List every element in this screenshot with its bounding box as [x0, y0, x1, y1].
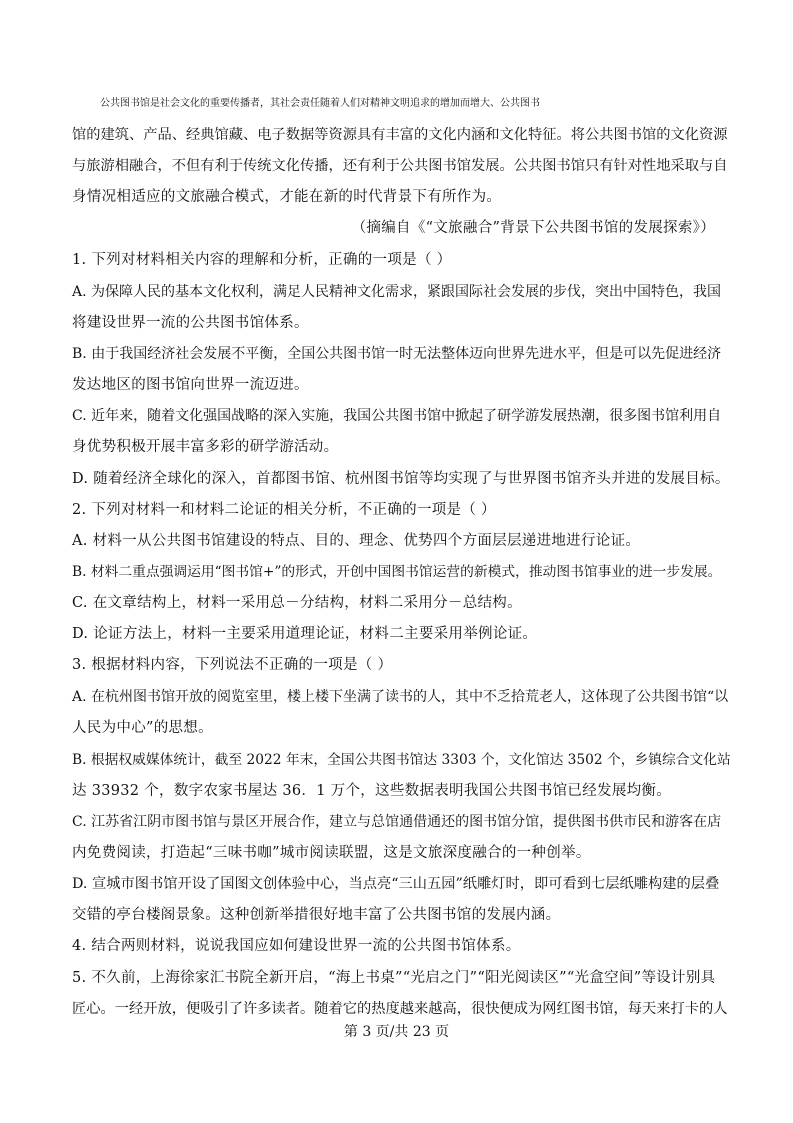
question-5-line: 匠心。一经开放，便吸引了许多读者。随着它的热度越来越高，很快便成为网红图书馆，每天来打卡的人 — [72, 1001, 728, 1017]
passage-line: 与旅游相融合，不但有利于传统文化传播，还有利于公共图书馆发展。公共图书馆只有针对性地采取与自 — [72, 158, 728, 174]
question-1-option-a-cont: 将建设世界一流的公共图书馆体系。 — [72, 315, 309, 331]
question-4-stem: 4. 结合两则材料，说说我国应如何建设世界一流的公共图书馆体系。 — [72, 938, 521, 954]
question-3-option-a-cont: 人民为中心”的思想。 — [72, 720, 213, 736]
question-1-option-c: C. 近年来，随着文化强国战略的深入实施，我国公共图书馆中掀起了研学游发展热潮，很多图书馆利用自 — [72, 408, 722, 424]
question-3-option-d-cont: 交错的亭台楼阁景象。这种创新举措很好地丰富了公共图书馆的发展内涵。 — [72, 907, 561, 923]
passage-line: 身情况相适应的文旅融合模式，才能在新的时代背景下有所作为。 — [72, 189, 502, 205]
question-3-option-c-cont: 内免费阅读，打造起“三味书咖”城市阅读联盟，这是文旅深度融合的一种创举。 — [72, 845, 591, 861]
passage-source: （摘编自《“文旅融合”背景下公共图书馆的发展探索》） — [351, 220, 715, 236]
page-number-footer: 第 3 页/共 23 页 — [343, 1024, 450, 1040]
question-2-option-b: B. 材料二重点强调运用“图书馆+”的形式，开创中国图书馆运营的新模式，推动图书馆事业的进一步发展。 — [72, 564, 722, 580]
question-3-stem: 3. 根据材料内容，下列说法不正确的一项是（ ） — [72, 657, 393, 673]
question-1-option-b-cont: 发达地区的图书馆向世界一流迈进。 — [72, 377, 309, 393]
question-1-option-b: B. 由于我国经济社会发展不平衡，全国公共图书馆一时无法整体迈向世界先进水平，但是可以先促进经济 — [72, 346, 722, 362]
question-3-option-a: A. 在杭州图书馆开放的阅览室里，楼上楼下坐满了读书的人，其中不乏拾荒老人，这体现了公共图书馆“以 — [72, 689, 729, 705]
question-3-option-d: D. 宣城市图书馆开设了国图文创体验中心，当点亮“三山五园”纸雕灯时，即可看到七层纸雕构建的层叠 — [72, 876, 720, 892]
question-3-option-b: B. 根据权威媒体统计，截至 2022 年末，全国公共图书馆达 3303 个，文化馆达 3502 个，乡镇综合文化站 — [72, 752, 731, 768]
question-5-line: 5. 不久前，上海徐家汇书院全新开启，“海上书桌”“光启之门”“阳光阅读区”“光盒空间”等设计别具 — [72, 970, 716, 986]
question-2-stem: 2. 下列对材料一和材料二论证的相关分析，不正确的一项是（ ） — [72, 502, 496, 518]
question-1-stem: 1. 下列对材料相关内容的理解和分析，正确的一项是（ ） — [72, 252, 452, 268]
question-1-option-d: D. 随着经济全球化的深入，首都图书馆、杭州图书馆等均实现了与世界图书馆齐头并进的发展目标。 — [72, 471, 730, 487]
passage-line: 馆的建筑、产品、经典馆藏、电子数据等资源具有丰富的文化内涵和文化特征。将公共图书馆的文化资源 — [72, 127, 728, 143]
question-1-option-c-cont: 身优势积极开展丰富多彩的研学游活动。 — [72, 439, 339, 455]
question-1-option-a: A. 为保障人民的基本文化权利，满足人民精神文化需求，紧跟国际社会发展的步伐，突出中国特色，我国 — [72, 284, 722, 300]
question-2-option-d: D. 论证方法上，材料一主要采用道理论证，材料二主要采用举例论证。 — [72, 626, 538, 642]
question-3-option-c: C. 江苏省江阴市图书馆与景区开展合作，建立与总馆通借通还的图书馆分馆，提供图书供市民和游客在店 — [72, 814, 722, 830]
passage-line: 公共图书馆是社会文化的重要传播者，其社会责任随着人们对精神文明追求的增加而增大、公共图书 — [100, 98, 540, 109]
question-2-option-a: A. 材料一从公共图书馆建设的特点、目的、理念、优势四个方面层层递进地进行论证。 — [72, 533, 641, 549]
question-2-option-c: C. 在文章结构上，材料一采用总－分结构，材料二采用分－总结构。 — [72, 595, 522, 611]
question-3-option-b-cont: 达 33932 个，数字农家书屋达 36．1 万个，这些数据表明我国公共图书馆已经发展均衡。 — [72, 783, 672, 799]
